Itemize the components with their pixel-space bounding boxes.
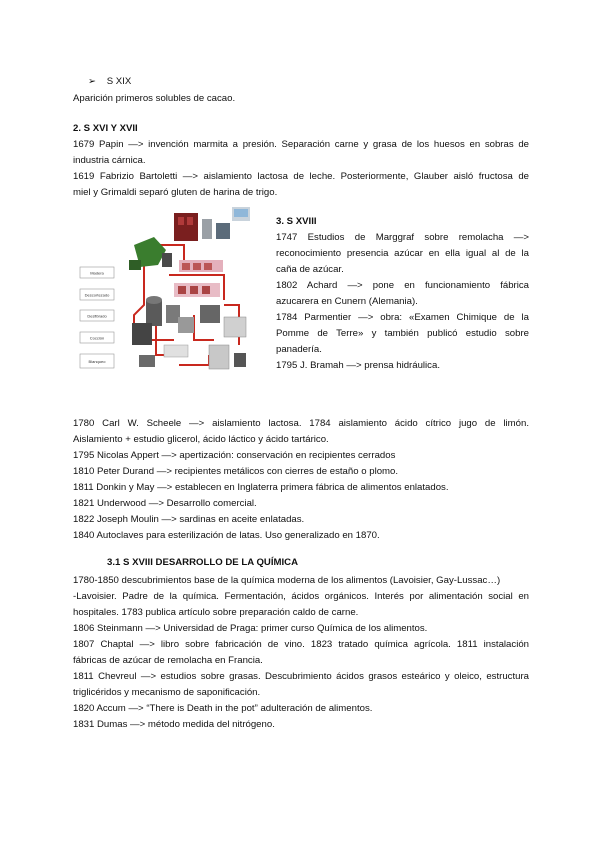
s31-line: 1807 Chaptal —> libro sobre fabricación de vino. 1823 tratado química agrícola. 1811 instalación [73, 639, 529, 650]
section-s18 [276, 216, 529, 376]
s18-line: azucarera en Cunern (Alemania). [276, 296, 418, 307]
s18-line: 1795 J. Bramah —> prensa hidráulica. [276, 360, 440, 371]
diagram-label: Cocción [89, 335, 105, 341]
section-s18-heading: 3. S XVIII [276, 216, 317, 227]
s16-17-line: 1619 Fabrizio Bartoletti —> aislamiento lactosa de leche. Posteriormente, Glauber aisló fructosa de [73, 171, 529, 182]
s31-line: hospitales. 1783 publica artículo sobre preparación caldo de carne. [73, 607, 359, 618]
s18-line: 1784 Parmentier —> obra: «Examen Chimique de la [276, 312, 529, 323]
s18-more-line: 1810 Peter Durand —> recipientes metálicos con cierres de estaño o plomo. [73, 466, 399, 477]
s31-line: 1820 Accum —> “There is Death in the pot” adulteración de alimentos. [73, 703, 373, 714]
s16-17-line: miel y Grimaldi separó gluten de harina de trigo. [73, 187, 278, 198]
s18-more-line: 1811 Donkin y May —> establecen en Inglaterra primera fábrica de alimentos enlatados. [73, 482, 449, 493]
s31-line: -Lavoisier. Padre de la química. Fermentación, ácidos orgánicos. Interés por alimentación social en [73, 591, 529, 602]
s16-17-line: industria cárnica. [73, 155, 146, 166]
s18-line: panadería. [276, 344, 322, 355]
s19-text: Aparición primeros solubles de cacao. [73, 93, 236, 104]
bullet-arrow-icon: ➢ [88, 76, 97, 87]
s31-line: 1806 Steinmann —> Universidad de Praga: primer curso Química de los alimentos. [73, 623, 428, 634]
diagram-label: Desfibrado [87, 313, 107, 319]
diagram-label: Blanqueo [88, 359, 106, 364]
s18-more-line: 1840 Autoclaves para esterilización de latas. Uso generalizado en 1870. [73, 530, 380, 541]
s18-line: Pomme de Terre» y también publicó estudio sobre [276, 328, 529, 339]
s16-17-line: 1679 Papin —> invención marmita a presión. Separación carne y grasa de los huesos en sobras de [73, 139, 529, 150]
s31-line: fábricas de azúcar de remolacha en Francia. [73, 655, 263, 666]
diagram-label: Madera [90, 270, 104, 276]
s18-line: reconocimiento presencia azúcar en ella igual al de la [276, 248, 529, 259]
s31-line: 1831 Dumas —> método medida del nitrógeno. [73, 719, 275, 730]
section-s16-17-heading: 2. S XVI Y XVII [73, 123, 138, 134]
s18-line: 1747 Estudios de Marggraf sobre remolacha —> [276, 232, 529, 243]
section-s31-heading: 3.1 S XVIII DESARROLLO DE LA QUÍMICA [107, 557, 299, 568]
s31-line: 1780-1850 descubrimientos base de la química moderna de los alimentos (Lavoisier, Gay-Lussac…) [73, 575, 501, 586]
s31-line: 1811 Chevreul —> estudios sobre grasas. Descubrimiento ácidos grasos esteárico y oleico, estructura [73, 671, 529, 682]
s18-line: caña de azúcar. [276, 264, 344, 275]
paper-process-diagram [74, 205, 271, 380]
s18-more-line: Aislamiento + estudio glicerol, ácido láctico y ácido tartárico. [73, 434, 329, 445]
process-diagram-svg [74, 205, 271, 380]
s18-more-line: 1822 Joseph Moulin —> sardinas en aceite enlatadas. [73, 514, 305, 525]
s18-more-line: 1821 Underwood —> Desarrollo comercial. [73, 498, 257, 509]
diagram-machines [129, 207, 250, 369]
section-s19-heading: ➢ S XIX [88, 76, 132, 87]
diagram-label: Descortezado [84, 292, 110, 298]
s18-more-line: 1780 Carl W. Scheele —> aislamiento lactosa. 1784 aislamiento ácido cítrico jugo de limón. [73, 418, 529, 429]
s18-line: 1802 Achard —> pone en funcionamiento fábrica [276, 280, 529, 291]
s31-line: triglicéridos y mecanismo de saponificación. [73, 687, 261, 698]
s18-more-line: 1795 Nicolas Appert —> apertización: conservación en recipientes cerrados [73, 450, 396, 461]
